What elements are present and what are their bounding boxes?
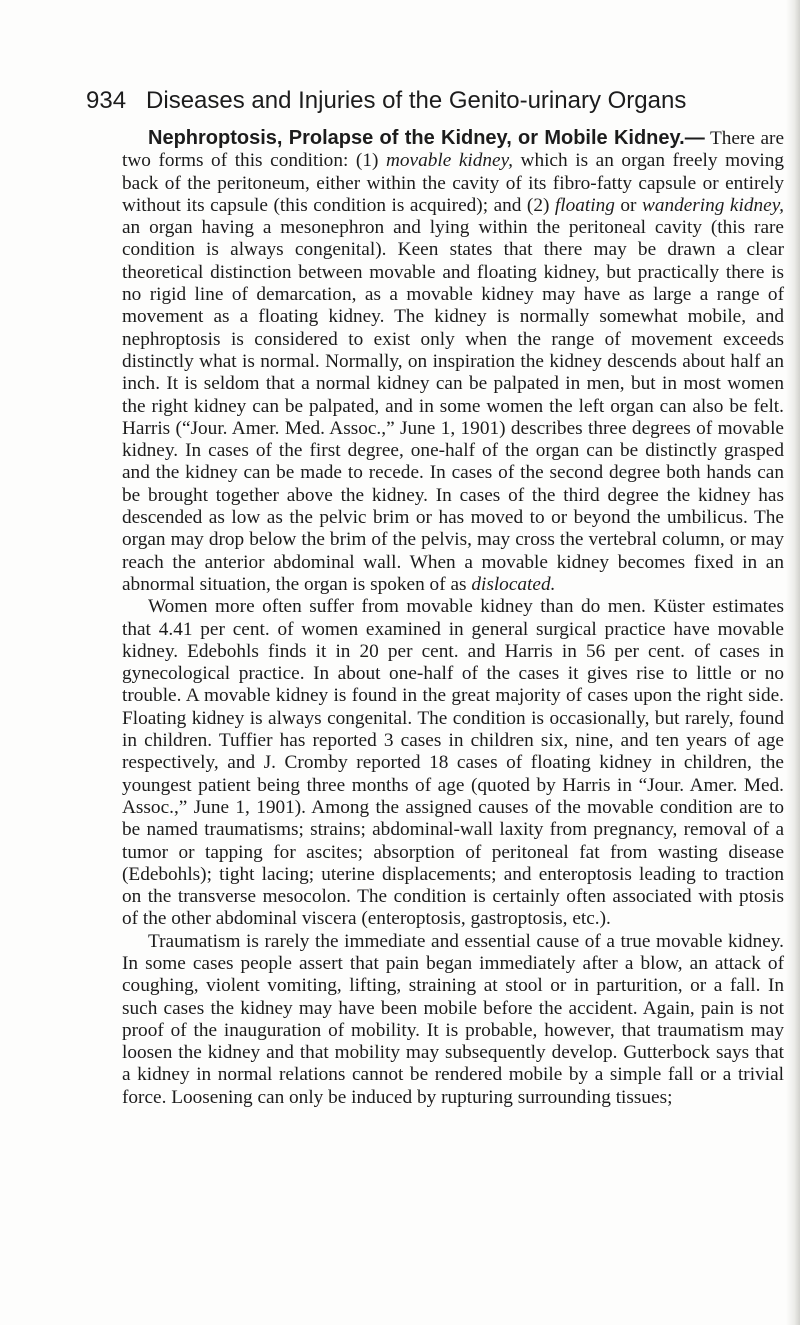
paragraph-2: Women more often suffer from movable kidney than do men. Küster estimates that 4.41 per cent. of women examined in general surgical practice have movable kidney. Edebohls finds it in 20 per cent. and Harris in 56 per cent. of cases in gynecological practice. In about one-half of the cases it gives rise to little or no trouble. A movable kidney is found in the great majority of cases upon the right side. Floating kidney is always congenital. The condition is occasionally, but rarely, found in children. Tuffier has reported 3 cases in children six, nine, and ten years of age respectively, and J. Cromby reported 18 cases of floating kidney in children, the youngest patient being three months of age (quoted by Harris in “Jour. Amer. Med. Assoc.,” June 1, 1901). Among the assigned causes of the movable condition are to be named traumatisms; strains; abdominal-wall laxity from pregnancy, removal of a tumor or tapping for ascites; absorption of peritoneal fat from wasting disease (Edebohls); tight lacing; uterine displacements; and enteroptosis leading to traction on the transverse mesocolon. The condition is certainly often associated with ptosis of the other abdominal viscera (enteroptosis, gastroptosis, etc.).: [122, 596, 784, 930]
term-floating: floating: [554, 194, 615, 216]
running-header: [86, 86, 726, 116]
section-heading: Nephroptosis, Prolapse of the Kidney, or Mobile Kidney.—: [148, 127, 705, 149]
term-movable-kidney: movable kidney,: [385, 150, 513, 172]
body-text: [122, 127, 784, 1109]
page-number: 934: [86, 87, 127, 114]
paragraph-1-text-c: or: [614, 194, 642, 216]
page-edge-shadow: [786, 0, 800, 1325]
term-wandering-kidney: wandering kidney,: [641, 194, 785, 216]
paragraph-1-text-b: which is an organ freely moving back of the peritoneum, either within the cavity of its fibro-fatty capsule or entirely without its capsule (this condition is acquired); and (2): [122, 150, 784, 216]
paragraph-1-text-d: an organ having a mesonephron and lying within the peritoneal cavity (this rare condition is always congenital). Keen states that there may be drawn a clear theoretical distinction between movable and floating kidney, but practically there is no rigid line of demarcation, as a movable kidney may have as large a range of movement as a floating kidney. The kidney is normally somewhat mobile, and nephroptosis is considered to exist only when the range of movement exceeds distinctly what is normal. Normally, on inspiration the kidney descends about half an inch. It is seldom that a normal kidney can be palpated in men, but in most women the right kidney can be palpated, and in some women the left organ can also be felt. Harris (“Jour. Amer. Med. Assoc.,” June 1, 1901) describes three degrees of movable kidney. In cases of the first degree, one-half of the organ can be distinctly grasped and the kidney can be made to recede. In cases of the second degree both hands can be brought together above the kidney. In cases of the third degree the kidney has descended as low as the pelvic brim or has moved to or beyond the umbilicus. The organ may drop below the brim of the pelvis, may cross the vertebral column, or may reach the anterior abdominal wall. When a movable kidney becomes fixed in an abnormal situation, the organ is spoken of as: [122, 217, 784, 595]
paragraph-1-text-a: There are two forms of this condition: (1): [122, 128, 784, 172]
paragraph-3: Traumatism is rarely the immediate and essential cause of a true movable kidney. In some cases people assert that pain began immediately after a blow, an attack of coughing, violent vomiting, lifting, straining at stool or in parturition, or a fall. In such cases the kidney may have been mobile before the accident. Again, pain is not proof of the inauguration of mobility. It is probable, however, that traumatism may loosen the kidney and that mobility may subsequently develop. Gutterbock says that a kidney in normal relations cannot be rendered mobile by a simple fall or a trivial force. Loosening can only be induced by rupturing surrounding tissues;: [122, 930, 784, 1108]
running-title: Diseases and Injuries of the Genito-urinary Organs: [146, 87, 687, 114]
paragraph-1: [122, 127, 784, 596]
term-dislocated: dislocated.: [471, 573, 556, 595]
